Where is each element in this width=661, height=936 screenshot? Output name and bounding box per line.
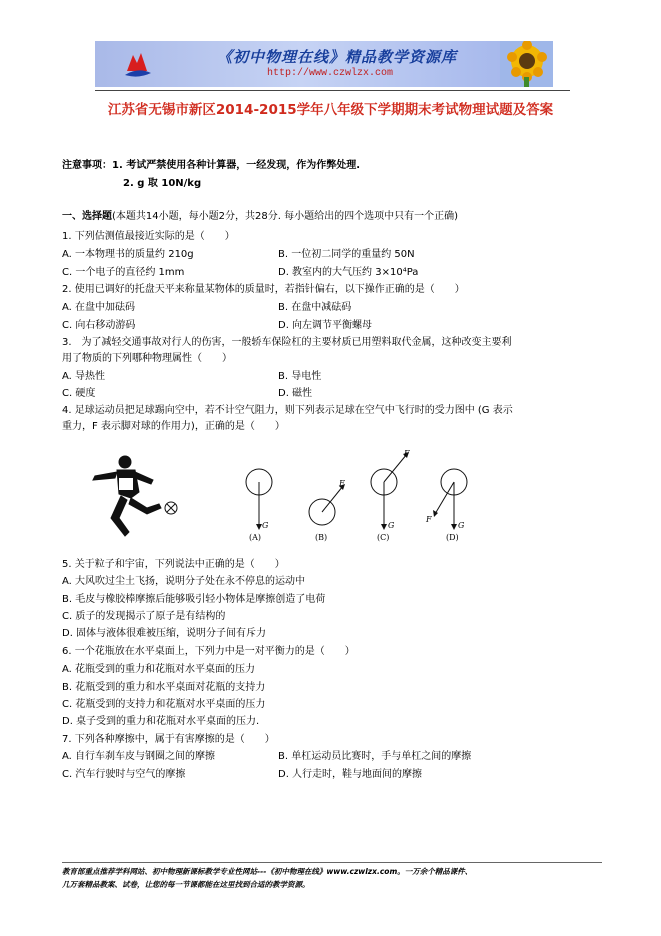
q2-option-b: B. 在盘中减砝码 (278, 302, 352, 313)
sunflower-icon (500, 41, 553, 87)
diagram-option-b (309, 479, 345, 542)
footer-line-2: 几万套精品教案、试卷，让您的每一节课都能在这里找到合适的教学资源。 (62, 880, 310, 889)
q5-option-d: D. 固体与液体很难被压缩，说明分子间有斥力 (62, 628, 267, 639)
site-logo-icon (123, 49, 153, 79)
q5-option-c: C. 质子的发现揭示了原子是有结构的 (62, 611, 226, 622)
q1-option-c: C. 一个电子的直径约 1mm (62, 267, 185, 278)
q5-option-b: B. 毛皮与橡胶棒摩擦后能够吸引轻小物体是摩擦创造了电荷 (62, 594, 326, 605)
q4-a-g-label: G (262, 521, 269, 530)
q7-option-d: D. 人行走时，鞋与地面间的摩擦 (278, 769, 423, 780)
banner-url: http://www.czwlzx.com (267, 68, 394, 79)
footer-line-1: 教育部重点推荐学科网站、初中物理新课标教学专业性网站---《初中物理在线》www.czwlzx.com。一万余个精品课件、 (62, 867, 473, 876)
diagram-option-d (425, 469, 467, 542)
q4-d-f-label: F (426, 515, 432, 524)
q6-option-d: D. 桌子受到的重力和花瓶对水平桌面的压力. (62, 716, 260, 727)
soccer-player-icon (93, 456, 161, 536)
q4-label-b: (B) (315, 533, 328, 542)
document-title: 江苏省无锡市新区2014-2015学年八年级下学期期末考试物理试题及答案 (107, 102, 554, 118)
q4-stem-line-1: 4. 足球运动员把足球踢向空中，若不计空气阻力，则下列表示足球在空气中飞行时的受力图中 (G 表示 (62, 405, 513, 416)
q3-stem-line-1: 3. 为了减轻交通事故对行人的伤害，一般轿车保险杠的主要材质已用塑料取代金属，这种改变主要利 (62, 337, 512, 348)
q1-option-a: A. 一本物理书的质量约 210g (62, 249, 194, 260)
section-desc: (本题共14小题，每小题2分，共28分. 每小题给出的四个选项中只有一个正确) (112, 211, 458, 222)
q4-label-d: (D) (446, 533, 459, 542)
notes-line-1 (62, 160, 360, 172)
q4-c-f-label: F (404, 449, 410, 458)
banner-divider (95, 90, 570, 91)
header-banner (95, 41, 553, 87)
section-heading (62, 211, 458, 223)
q3-stem-line-2: 用了物质的下列哪种物理属性（ ） (62, 353, 232, 364)
q4-d-g-label: G (458, 521, 465, 530)
q4-label-a: (A) (249, 533, 262, 542)
q2-option-d: D. 向左调节平衡螺母 (278, 320, 373, 331)
q4-stem-line-2: 重力，F 表示脚对球的作用力)，正确的是（ ） (62, 421, 285, 432)
q6-option-b: B. 花瓶受到的重力和水平桌面对花瓶的支持力 (62, 682, 266, 693)
q4-label-c: (C) (377, 533, 390, 542)
notes-label: 注意事项： (62, 160, 112, 171)
q1-option-b: B. 一位初二同学的重量约 50N (278, 249, 415, 260)
q2-option-c: C. 向右移动游码 (62, 320, 136, 331)
banner-title: 《初中物理在线》精品教学资源库 (217, 48, 458, 66)
q7-option-c: C. 汽车行驶时与空气的摩擦 (62, 769, 186, 780)
q4-force-diagram (85, 448, 475, 548)
q4-c-g-label: G (388, 521, 395, 530)
q3-option-c: C. 硬度 (62, 388, 96, 399)
section-title: 一、选择题 (62, 211, 112, 222)
diagram-option-a (246, 469, 272, 542)
q7-stem: 7. 下列各种摩擦中，属于有害摩擦的是（ ） (62, 734, 275, 745)
q4-b-f-label: F (339, 479, 345, 488)
footer-divider (62, 862, 602, 863)
q3-option-b: B. 导电性 (278, 371, 322, 382)
notes-item-2: 2. g 取 10N/kg (123, 178, 202, 189)
q1-option-d: D. 教室内的大气压约 3×10⁴Pa (278, 267, 419, 278)
diagram-option-c (371, 449, 410, 542)
notes-item-1: 1. 考试严禁使用各种计算器，一经发现，作为作弊处理. (112, 160, 361, 171)
q7-option-a: A. 自行车刹车皮与钢圈之间的摩擦 (62, 751, 216, 762)
q1-stem: 1. 下列估测值最接近实际的是（ ） (62, 231, 235, 242)
q5-stem: 5. 关于粒子和宇宙，下列说法中正确的是（ ） (62, 559, 285, 570)
q3-option-a: A. 导热性 (62, 371, 106, 382)
q2-stem: 2. 使用已调好的托盘天平来称量某物体的质量时，若指针偏右，以下操作正确的是（ ） (62, 284, 465, 295)
q2-option-a: A. 在盘中加砝码 (62, 302, 136, 313)
q7-option-b: B. 单杠运动员比赛时，手与单杠之间的摩擦 (278, 751, 472, 762)
q5-option-a: A. 大风吹过尘土飞扬，说明分子处在永不停息的运动中 (62, 576, 306, 587)
q3-option-d: D. 磁性 (278, 388, 313, 399)
q6-option-c: C. 花瓶受到的支持力和花瓶对水平桌面的压力 (62, 699, 266, 710)
q6-option-a: A. 花瓶受到的重力和花瓶对水平桌面的压力 (62, 664, 256, 675)
q6-stem: 6. 一个花瓶放在水平桌面上，下列力中是一对平衡力的是（ ） (62, 646, 355, 657)
